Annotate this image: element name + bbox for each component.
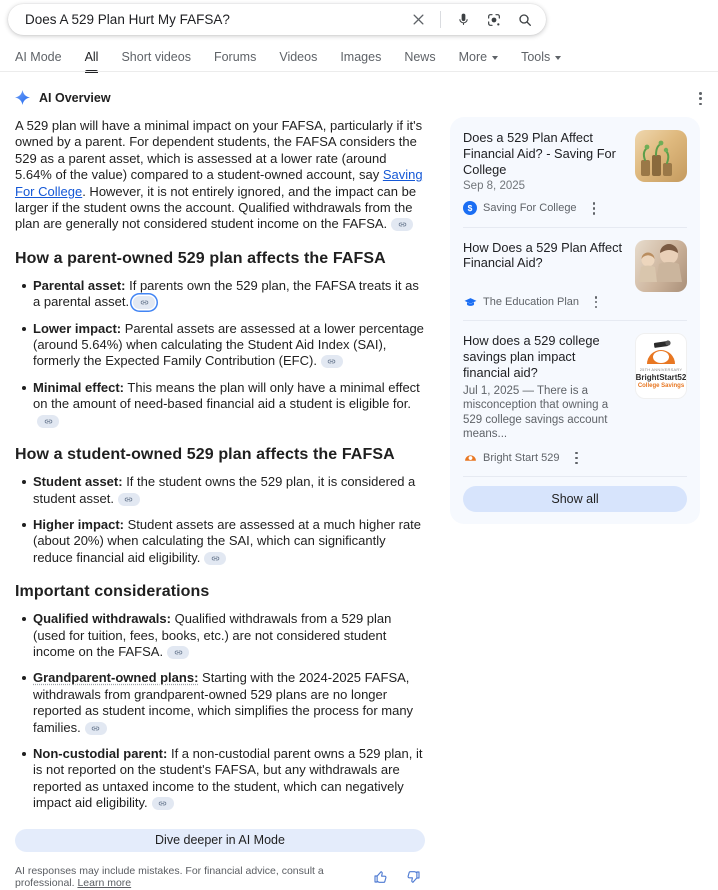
card-title[interactable]: Does a 529 Plan Affect Financial Aid? - Saving For College (463, 130, 616, 177)
card-snippet: Jul 1, 2025 — There is a misconception that owning a 529 college savings account means... (463, 384, 609, 441)
bullet-dot (22, 327, 26, 331)
card-thumbnail-family[interactable] (635, 240, 687, 292)
card-thumbnail-brightstart-logo[interactable] (635, 333, 687, 399)
three-dots-icon (575, 452, 577, 464)
tab-images[interactable]: Images (340, 50, 382, 64)
three-dots-icon (595, 296, 597, 308)
citation-link-icon[interactable] (85, 722, 107, 735)
tab-forums[interactable]: Forums (213, 50, 257, 64)
search-divider (440, 11, 441, 28)
chevron-down-icon (492, 56, 498, 60)
tab-ai-mode[interactable]: AI Mode (15, 50, 62, 64)
list-item: Student asset: If the student owns the 529 plan, it is considered a student asset. (15, 474, 425, 507)
tab-more[interactable]: More (459, 50, 498, 66)
three-dots-icon (699, 92, 702, 105)
tab-videos[interactable]: Videos (279, 50, 318, 64)
source-card[interactable] (463, 321, 687, 476)
tab-news[interactable]: News (404, 50, 436, 64)
chevron-down-icon (555, 56, 561, 60)
ai-overview-title: AI Overview (39, 90, 111, 105)
tab-short-videos[interactable]: Short videos (121, 50, 191, 64)
list-item: Lower impact: Parental assets are assessed at a lower percentage (around 5.64%) when calculating the Student Aid Index (SAI), formerly the Expected Family Contribution (EFC). (15, 321, 425, 370)
card-menu-button[interactable] (572, 451, 580, 465)
list-item: Minimal effect: This means the plan will only have a minimal effect on the amount of need-based financial aid a student is eligible for. (15, 380, 425, 429)
section-heading: How a student-owned 529 plan affects the FAFSA (15, 446, 395, 464)
list-item: Higher impact: Student assets are assessed at a much higher rate (about 20%) when calculating the SAI, which can significantly reduce financial aid eligibility. (15, 517, 425, 566)
card-date: Sep 8, 2025 (463, 180, 526, 193)
logo-banner-text: 25TH ANNIVERSARY (639, 367, 683, 373)
thumbs-up-icon[interactable] (373, 869, 389, 885)
ai-disclaimer: AI responses may include mistakes. For financial advice, consult a professional. Learn more (15, 864, 324, 889)
source-name: Saving For College (483, 202, 577, 215)
ai-sparkle-icon (15, 90, 30, 105)
section-heading: How a parent-owned 529 plan affects the FAFSA (15, 249, 386, 267)
list-item: Qualified withdrawals: Qualified withdrawals from a 529 plan (used for tuition, fees, books, etc.) are not considered student income on the FAFSA. (15, 611, 425, 660)
three-dots-icon (593, 202, 595, 214)
card-thumbnail-coins[interactable] (635, 130, 687, 182)
list-item: Non-custodial parent: If a non-custodial parent owns a 529 plan, it is not reported on the student's FAFSA, but any withdrawals are reported as untaxed income to the student, which can negatively impact aid eligibility. (15, 746, 425, 812)
search-input[interactable] (25, 12, 409, 27)
microphone-icon[interactable] (454, 11, 472, 29)
bright-start-favicon (463, 451, 477, 465)
logo-tagline-text: College Savings (637, 383, 685, 390)
card-title[interactable]: How does a 529 college savings plan impact financial aid? (463, 333, 600, 380)
section-heading: Important considerations (15, 583, 210, 601)
thumbs-down-icon[interactable] (405, 869, 421, 885)
lens-camera-icon[interactable] (485, 11, 503, 29)
logo-name-text: BrightStart52 (635, 373, 687, 383)
citation-link-icon[interactable] (391, 218, 413, 231)
card-divider (463, 476, 687, 477)
tab-all[interactable]: All (85, 50, 99, 66)
source-name: The Education Plan (483, 296, 580, 309)
source-name: Bright Start 529 (483, 451, 560, 464)
citation-link-icon[interactable] (167, 646, 189, 659)
citation-link-icon[interactable] (321, 355, 343, 368)
saving-for-college-link[interactable]: Saving For College (15, 167, 423, 199)
search-icon[interactable] (516, 11, 534, 29)
defined-term[interactable]: Grandparent-owned plans: (33, 670, 199, 686)
citation-link-icon[interactable] (37, 415, 59, 428)
tab-tools[interactable]: Tools (521, 50, 561, 66)
citation-link-icon[interactable] (118, 493, 140, 506)
source-card[interactable] (463, 228, 687, 321)
dive-deeper-button[interactable]: Dive deeper in AI Mode (15, 829, 425, 852)
overview-intro-paragraph: A 529 plan will have a minimal impact on your FAFSA, particularly if it's owned by a parent. For dependent students, the FAFSA considers the 529 as a parent asset, which is assessed at a lower rate (around 5.64% of the value) compared to a student-owned account, say Saving For College. However, it is not entirely ignored, and the impact can be larger if the student owns the account. Qualified withdrawals from the plan are generally not considered student income on the FAFSA. (15, 118, 423, 232)
bullet-dot (22, 523, 26, 527)
ai-overview-panel (15, 90, 425, 889)
education-plan-favicon (463, 295, 477, 309)
bullet-dot (22, 617, 26, 621)
list-item: Grandparent-owned plans: Starting with the 2024-2025 FAFSA, withdrawals from grandparent-owned 529 plans are no longer reported as student income, which simplifies the process for many families. (15, 670, 425, 736)
bullet-dot (22, 386, 26, 390)
citation-link-icon[interactable] (133, 296, 155, 309)
clear-search-icon[interactable] (409, 11, 427, 29)
list-item: Parental asset: If parents own the 529 plan, the FAFSA treats it as a parental asset. (15, 278, 425, 311)
card-title[interactable]: How Does a 529 Plan Affect Financial Aid? (463, 239, 623, 271)
card-menu-button[interactable] (592, 295, 600, 309)
source-card[interactable] (463, 118, 687, 227)
header-divider (0, 71, 718, 72)
overview-menu-button[interactable] (697, 90, 704, 107)
learn-more-link[interactable]: Learn more (77, 876, 132, 889)
search-bar (8, 4, 546, 35)
show-all-button[interactable]: Show all (463, 486, 687, 512)
card-menu-button[interactable] (590, 201, 598, 215)
bullet-dot (22, 752, 26, 756)
bullet-dot (22, 676, 26, 680)
bullet-dot (22, 480, 26, 484)
sources-panel (450, 117, 700, 524)
citation-link-icon[interactable] (204, 552, 226, 565)
bullet-dot (22, 284, 26, 288)
brightstart-piggy-logo (644, 336, 678, 366)
saving-for-college-favicon: $ (463, 201, 477, 215)
citation-link-icon[interactable] (152, 797, 174, 810)
result-tabs (15, 50, 561, 66)
